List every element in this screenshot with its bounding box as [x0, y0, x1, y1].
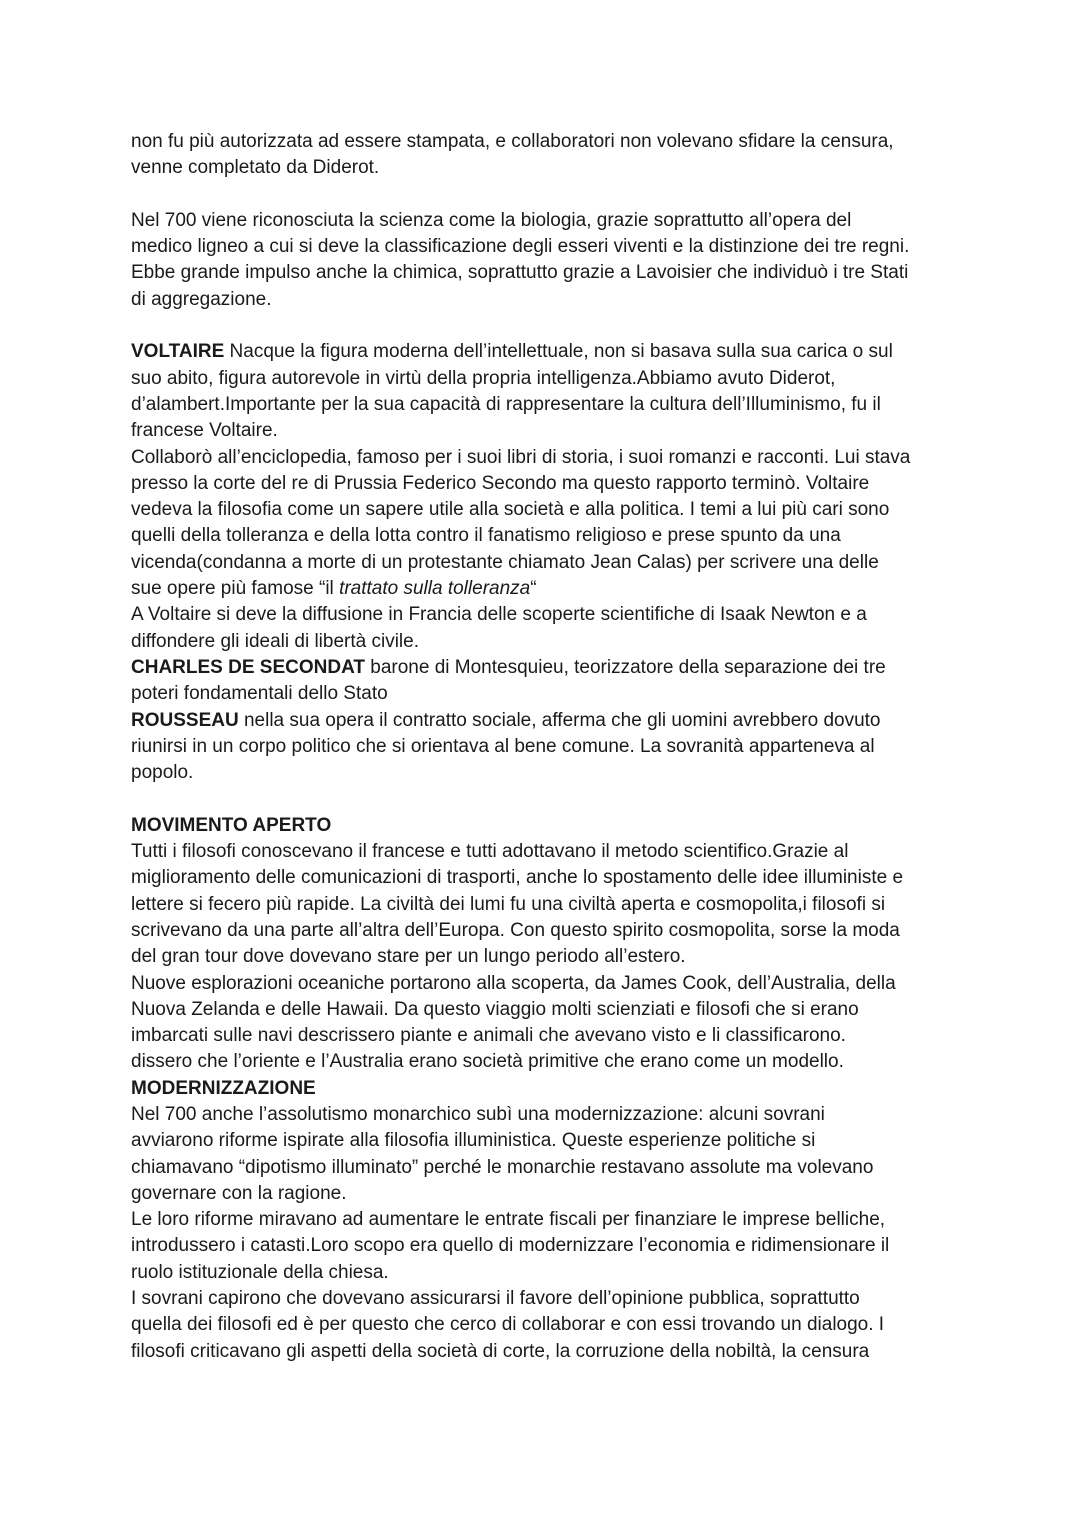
text-line — [131, 392, 1031, 418]
text-line — [131, 839, 1031, 865]
text-line — [131, 260, 1031, 286]
text-segment: quelli della tolleranza e della lotta contro il fanatismo religioso e prese spunto da una — [131, 525, 841, 547]
text-segment: Nacque la figura moderna dell’intellettuale, non si basava sulla sua carica o sul — [224, 341, 893, 363]
text-line — [131, 760, 1031, 786]
text-line — [131, 418, 1031, 444]
text-segment: avviarono riforme ispirate alla filosofia illuministica. Queste esperienze politiche si — [131, 1130, 816, 1152]
text-line — [131, 497, 1031, 523]
text-segment: scrivevano da una parte all’altra dell’Europa. Con questo spirito cosmopolita, sorse la moda — [131, 919, 900, 941]
section-heading: MODERNIZZAZIONE — [131, 1077, 316, 1099]
text-segment: quella dei filosofi ed è per questo che cerco di collaborar e con essi trovando un dialogo. I — [131, 1314, 885, 1336]
text-segment: Nuova Zelanda e delle Hawaii. Da questo viaggio molti scienziati e filosofi che si erano — [131, 998, 859, 1020]
text-segment: Nel 700 viene riconosciuta la scienza come la biologia, grazie soprattutto all’opera del — [131, 209, 852, 231]
section-heading: ROUSSEAU — [131, 709, 239, 731]
text-segment: Nuove esplorazioni oceaniche portarono alla scoperta, da James Cook, dell’Australia, della — [131, 972, 896, 994]
text-line — [131, 1286, 1031, 1312]
text-line — [131, 655, 1031, 681]
text-line — [131, 602, 1031, 628]
text-segment: nella sua opera il contratto sociale, afferma che gli uomini avrebbero dovuto — [238, 709, 881, 731]
text-segment: barone di Montesquieu, teorizzatore della separazione dei tre — [365, 656, 886, 678]
text-line — [131, 1128, 1031, 1154]
text-line — [131, 445, 1031, 471]
text-line — [131, 918, 1031, 944]
text-line — [131, 550, 1031, 576]
text-segment: Collaborò all’enciclopedia, famoso per i suoi libri di storia, i suoi romanzi e racconti. Lui stava — [131, 446, 911, 468]
text-segment: di aggregazione. — [131, 288, 272, 310]
blank-line — [131, 786, 1031, 812]
text-segment: dissero che l’oriente e l’Australia erano società primitive che erano come un modello. — [131, 1051, 844, 1073]
text-line — [131, 1023, 1031, 1049]
text-line — [131, 892, 1031, 918]
text-segment: filosofi criticavano gli aspetti della società di corte, la corruzione della nobiltà, la censura — [131, 1340, 870, 1362]
text-segment: Nel 700 anche l’assolutismo monarchico subì una modernizzazione: alcuni sovrani — [131, 1103, 825, 1125]
text-segment: suo abito, figura autorevole in virtù della propria intelligenza.Abbiamo avuto Diderot, — [131, 367, 836, 389]
text-segment: ruolo istituzionale della chiesa. — [131, 1261, 389, 1283]
text-segment: Le loro riforme miravano ad aumentare le entrate fiscali per finanziare le imprese belliche, — [131, 1209, 886, 1231]
text-line — [131, 1233, 1031, 1259]
text-line — [131, 734, 1031, 760]
text-segment: imbarcati sulle navi descrissero piante e animali che avevano visto e li classificarono. — [131, 1025, 846, 1047]
text-line — [131, 1207, 1031, 1233]
text-line — [131, 1312, 1031, 1338]
text-segment: vicenda(condanna a morte di un protestante chiamato Jean Calas) per scrivere una delle — [131, 551, 879, 573]
text-segment: sue opere più famose “il — [131, 578, 340, 600]
text-line — [131, 681, 1031, 707]
text-line — [131, 234, 1031, 260]
text-line — [131, 944, 1031, 970]
text-line — [131, 576, 1031, 602]
text-segment: popolo. — [131, 762, 194, 784]
text-segment: I sovrani capirono che dovevano assicurarsi il favore dell’opinione pubblica, soprattutto — [131, 1288, 860, 1310]
section-heading: MOVIMENTO APERTO — [131, 814, 332, 836]
text-segment: Tutti i filosofi conoscevano il francese e tutti adottavano il metodo scientifico.Grazie al — [131, 841, 849, 863]
text-segment: chiamavano “dipotismo illuminato” perché le monarchie restavano assolute ma volevano — [131, 1156, 874, 1178]
text-line — [131, 287, 1031, 313]
text-line — [131, 971, 1031, 997]
text-segment: A Voltaire si deve la diffusione in Francia delle scoperte scientifiche di Isaak Newton e a — [131, 604, 867, 626]
text-segment: introdussero i catasti.Loro scopo era quello di modernizzare l’economia e ridimensionare il — [131, 1235, 890, 1257]
text-line — [131, 629, 1031, 655]
text-segment: Ebbe grande impulso anche la chimica, soprattutto grazie a Lavoisier che individuò i tre Stati — [131, 262, 909, 284]
text-segment: poteri fondamentali dello Stato — [131, 683, 388, 705]
italic-title: trattato sulla tolleranza — [339, 578, 531, 600]
text-segment: governare con la ragione. — [131, 1182, 347, 1204]
text-line — [131, 1155, 1031, 1181]
text-line — [131, 1339, 1031, 1365]
text-segment: miglioramento delle comunicazioni di trasporti, anche lo spostamento delle idee illuministe e — [131, 867, 904, 889]
text-segment: “ — [530, 578, 537, 600]
text-segment: riunirsi in un corpo politico che si orientava al bene comune. La sovranità apparteneva al — [131, 735, 875, 757]
text-segment: vedeva la filosofia come un sapere utile alla società e alla politica. I temi a lui più cari sono — [131, 499, 890, 521]
text-segment: d’alambert.Importante per la sua capacità di rappresentare la cultura dell’Illuminismo, fu il — [131, 393, 881, 415]
text-segment: venne completato da Diderot. — [131, 157, 380, 179]
text-line — [131, 1260, 1031, 1286]
text-line — [131, 997, 1031, 1023]
document-page — [131, 129, 1031, 1365]
text-segment: lettere si fecero più rapide. La civiltà dei lumi fu una civiltà aperta e cosmopolita,i filosofi si — [131, 893, 886, 915]
text-line — [131, 1181, 1031, 1207]
text-segment: medico ligneo a cui si deve la classificazione degli esseri viventi e la distinzione dei tre regni. — [131, 236, 910, 258]
text-line — [131, 1102, 1031, 1128]
blank-line — [131, 182, 1031, 208]
text-segment: francese Voltaire. — [131, 420, 278, 442]
text-line — [131, 155, 1031, 181]
text-line — [131, 523, 1031, 549]
text-line — [131, 208, 1031, 234]
section-heading: VOLTAIRE — [131, 341, 225, 363]
text-line — [131, 865, 1031, 891]
text-segment: presso la corte del re di Prussia Federico Secondo ma questo rapporto terminò. Voltaire — [131, 472, 870, 494]
text-line — [131, 129, 1031, 155]
text-line — [131, 339, 1031, 365]
text-segment: diffondere gli ideali di libertà civile. — [131, 630, 419, 652]
text-line — [131, 1076, 1031, 1102]
text-line — [131, 813, 1031, 839]
text-segment: del gran tour dove dovevano stare per un lungo periodo all’estero. — [131, 946, 686, 968]
text-line — [131, 708, 1031, 734]
section-heading: CHARLES DE SECONDAT — [131, 656, 365, 678]
text-segment: non fu più autorizzata ad essere stampata, e collaboratori non volevano sfidare la censura, — [131, 131, 894, 152]
blank-line — [131, 313, 1031, 339]
text-line — [131, 366, 1031, 392]
text-line — [131, 1049, 1031, 1075]
text-line — [131, 471, 1031, 497]
